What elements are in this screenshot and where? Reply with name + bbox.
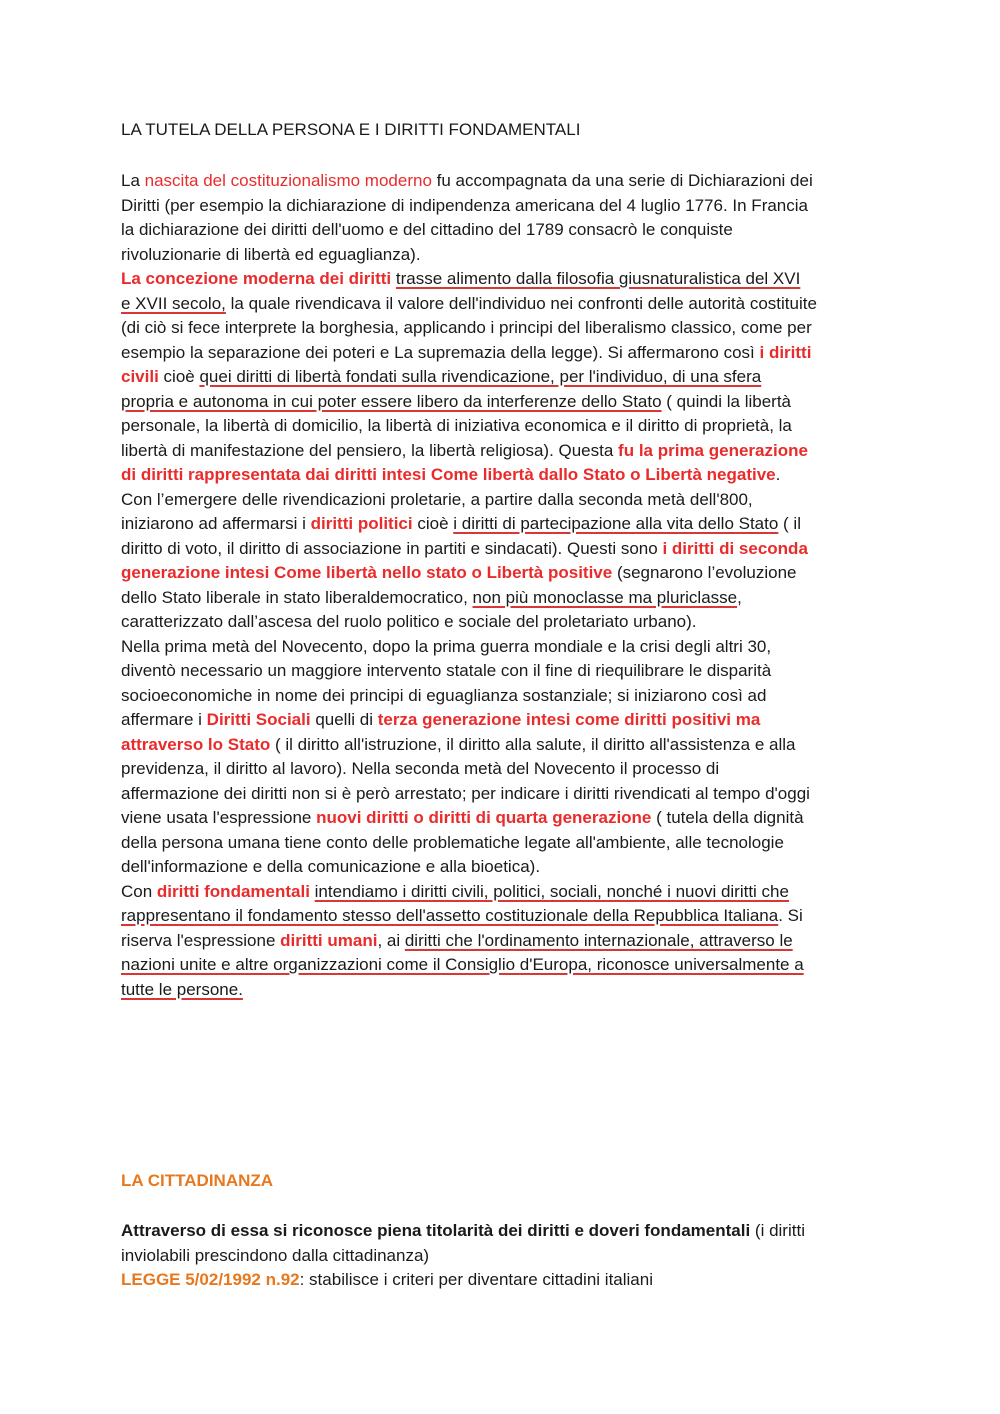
highlight-term: generazione intesi Come libertà nello stato o Libertà positive [121, 563, 613, 582]
text-line [121, 610, 891, 635]
highlight-term: fu la prima generazione [618, 440, 808, 460]
text-line [121, 194, 891, 219]
text-line [121, 684, 891, 709]
text-line [121, 316, 891, 341]
text-line [121, 782, 891, 807]
text-line [121, 904, 891, 929]
text-span: fu accompagnata da una serie di Dichiarazioni dei [431, 171, 813, 190]
underlined-text: rappresentano il fondamento stesso dell'assetto costituzionale della Repubblica Italiana [121, 906, 779, 925]
text-line [121, 341, 891, 366]
text-span: iniziarono ad affermarsi i [121, 514, 311, 533]
bold-statement: Attraverso di essa si riconosce piena titolarità dei diritti e doveri fondamentali [121, 1221, 751, 1240]
underlined-text: propria e autonoma in cui poter essere libero da interferenze dello Stato [121, 391, 662, 411]
section-heading-cittadinanza: LA CITTADINANZA [121, 1171, 274, 1190]
text-span: cioè [158, 367, 200, 386]
highlight-term: di diritti rappresentata dai diritti intesi Come libertà dallo Stato o Libertà negative [121, 465, 776, 484]
text-line [121, 243, 891, 268]
highlight-term: attraverso lo Stato [121, 734, 271, 754]
highlight-term: diritti fondamentali [156, 881, 310, 901]
text-line [121, 1219, 805, 1244]
text-span: socioeconomiche in nome dei principi di eguaglianza sostanziale; si iniziarono così ad [121, 685, 767, 705]
text-line [121, 806, 891, 831]
text-span: la dichiarazione dei diritti dell'uomo e del cittadino del 1789 consacrò le conquiste [121, 220, 733, 239]
text-span: riserva l'espressione [121, 930, 281, 950]
highlight-term: La concezione moderna dei diritti [121, 269, 392, 288]
highlight-term: nascita del costituzionalismo moderno [144, 171, 432, 190]
text-span: quelli di [310, 710, 378, 729]
text-span: (i diritti [750, 1221, 805, 1240]
text-line [121, 929, 891, 954]
citizenship-section [121, 1219, 805, 1293]
highlight-term: diritti politici [310, 514, 413, 533]
text-line [121, 169, 891, 194]
text-span: Diritti (per esempio la dichiarazione di indipendenza americana del 4 luglio 1776. In Francia [121, 195, 808, 215]
underlined-text: diritti che l'ordinamento internazionale, attraverso le [404, 930, 793, 950]
text-line [121, 414, 891, 439]
text-span: personale, la libertà di domicilio, la libertà di iniziativa economica e il diritto di proprietà, la [121, 416, 792, 435]
highlight-term: diritti umani [280, 930, 378, 950]
underlined-text: quei diritti di libertà fondati sulla rivendicazione, per l'individuo, di una sfera [199, 367, 762, 386]
text-span: diventò necessario un maggiore intervento statale con il fine di riequilibrare le disparità [121, 661, 772, 680]
text-line [121, 880, 891, 905]
text-span: ( il diritto all'istruzione, il diritto alla salute, il diritto all'assistenza e alla [270, 734, 796, 754]
text-line [121, 561, 891, 586]
text-span: . Si [778, 906, 803, 925]
underlined-text: trasse alimento dalla filosofia giusnaturalistica del XVI [395, 269, 801, 288]
text-span: (di ciò si fece interprete la borghesia, applicando i principi del liberalismo classico, come per [121, 318, 812, 337]
text-span: ( tutela della dignità [651, 808, 804, 827]
text-line [121, 953, 891, 978]
text-span: . [775, 465, 781, 484]
text-span: : stabilisce i criteri per diventare cittadini italiani [299, 1270, 653, 1289]
highlight-term: terza generazione intesi come diritti positivi ma [377, 710, 761, 729]
text-line [121, 390, 891, 415]
underlined-text: tutte le persone. [121, 979, 243, 999]
text-line [121, 659, 891, 684]
text-span: ( il [778, 514, 801, 533]
text-line [121, 292, 891, 317]
highlight-term: i diritti [759, 342, 812, 362]
highlight-term: Diritti Sociali [206, 710, 311, 729]
highlight-term: civili [121, 367, 159, 386]
highlight-term: i diritti di seconda [662, 538, 808, 558]
underlined-text: intendiamo i diritti civili, politici, sociali, nonché i nuovi diritti che [314, 881, 789, 901]
text-line [121, 978, 891, 1003]
text-line [121, 439, 891, 464]
text-span: Nella prima metà del Novecento, dopo la prima guerra mondiale e la crisi degli altri 30, [121, 636, 772, 656]
text-span: della persona umana tiene conto delle problematiche legate all'ambiente, alle tecnologie [121, 832, 784, 852]
text-line [121, 831, 891, 856]
text-span: inviolabili prescindono dalla cittadinanza) [121, 1245, 430, 1265]
text-line [121, 365, 891, 390]
text-span: dello Stato liberale in stato liberaldemocratico, [121, 587, 473, 607]
text-span: affermare i [121, 710, 207, 729]
text-span: Con [121, 881, 157, 901]
page-title: LA TUTELA DELLA PERSONA E I DIRITTI FONDAMENTALI [121, 120, 581, 139]
text-span: cioè [412, 514, 454, 533]
text-line [121, 635, 891, 660]
text-span: La [121, 171, 145, 190]
text-span: diritto di voto, il diritto di associazione in partiti e sindacati). Questi sono [121, 538, 663, 558]
text-span: rivoluzionarie di libertà ed eguaglianza). [121, 244, 421, 264]
text-line [121, 586, 891, 611]
text-line [121, 855, 891, 880]
text-span: , [737, 587, 742, 607]
text-span: ( quindi la libertà [661, 391, 792, 411]
text-line [121, 708, 891, 733]
text-span: la quale rivendicava il valore dell'individuo nei confronti delle autorità costituite [225, 293, 817, 313]
text-span: caratterizzato dall’ascesa del ruolo politico e sociale del proletariato urbano). [121, 612, 697, 631]
highlight-term: nuovi diritti o diritti di quarta generazione [316, 808, 652, 827]
underlined-text: i diritti di partecipazione alla vita dello Stato [453, 514, 779, 533]
underlined-text: nazioni unite e altre organizzazioni come il Consiglio d'Europa, riconosce universalmente a [121, 955, 804, 974]
text-span: Con l’emergere delle rivendicazioni proletarie, a partire dalla seconda metà dell'800, [121, 489, 753, 509]
text-line [121, 1244, 805, 1269]
text-line [121, 218, 891, 243]
text-line [121, 488, 891, 513]
text-span: dell'informazione e della comunicazione e alla bioetica). [121, 857, 541, 876]
law-reference: LEGGE 5/02/1992 n.92 [121, 1270, 300, 1289]
underlined-text: e XVII secolo, [121, 293, 226, 313]
text-line [121, 733, 891, 758]
text-span: libertà di manifestazione del pensiero, la libertà religiosa). Questa [121, 440, 619, 460]
text-line [121, 512, 891, 537]
text-line [121, 267, 891, 292]
underlined-text: non più monoclasse ma pluriclasse [472, 587, 738, 607]
text-line [121, 1268, 805, 1293]
body-text [121, 169, 891, 1002]
text-line [121, 537, 891, 562]
text-span: affermazione dei diritti non si è però arrestato; per indicare i diritti rivendicati al tempo d'oggi [121, 783, 810, 803]
text-span: previdenza, il diritto al lavoro). Nella seconda metà del Novecento il processo di [121, 759, 720, 778]
text-span: esempio la separazione dei poteri e La supremazia della legge). Si affermarono così [121, 342, 760, 362]
text-line [121, 463, 891, 488]
text-span: (segnarono l’evoluzione [612, 563, 797, 582]
text-line [121, 757, 891, 782]
text-span: viene usata l'espressione [121, 808, 317, 827]
text-span: , ai [377, 930, 405, 950]
